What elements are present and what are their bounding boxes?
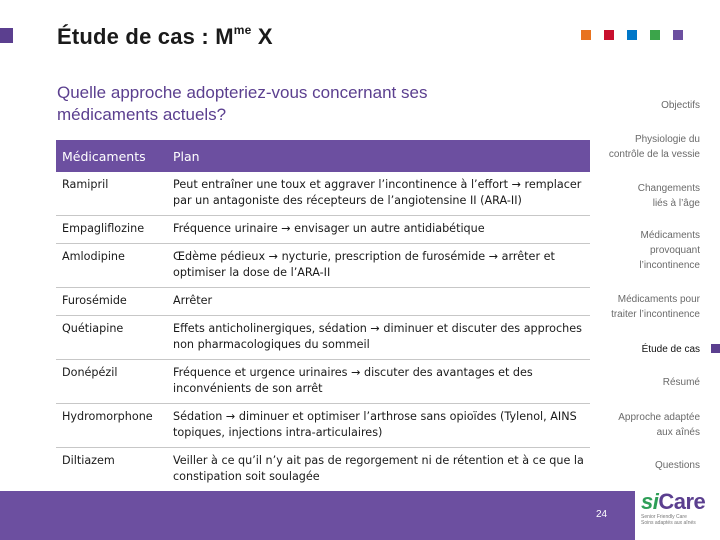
logo-wordmark: siCare (641, 489, 706, 514)
nav-item-physiologie[interactable]: Physiologie du contrôle de la vessie (608, 134, 700, 160)
medications-table (56, 140, 590, 492)
decor-dot-blue (627, 30, 637, 40)
nav-item-resume[interactable]: Résumé (662, 377, 700, 388)
table-header-row (56, 140, 590, 172)
page-number: 24 (596, 509, 608, 520)
nav-item-questions[interactable]: Questions (654, 460, 700, 471)
corner-accent-square (0, 28, 13, 43)
decor-dots (581, 30, 683, 40)
med-name: Empagliflozine (56, 216, 167, 244)
table-row (56, 360, 590, 404)
sicare-logo (641, 490, 716, 530)
logo-tagline-en: Senior Friendly Care (641, 514, 687, 520)
table-row (56, 288, 590, 316)
decor-dot-green (650, 30, 660, 40)
slide-title: Étude de cas : $M^{me}$ X (57, 22, 273, 49)
nav-item-objectifs[interactable]: Objectifs (661, 100, 700, 111)
header-medications: Médicaments (56, 140, 167, 172)
med-plan: Peut entraîner une toux et aggraver l’incontinence à l’effort → remplacer par un antagoniste des récepteurs de l’angiotensine II (ARA-II) (167, 172, 590, 216)
med-name: Diltiazem (56, 448, 167, 492)
logo-tagline-fr: Soins adaptés aux aînés (641, 520, 696, 526)
table-row (56, 448, 590, 492)
med-name: Hydromorphone (56, 404, 167, 448)
med-plan: Sédation → diminuer et optimiser l’arthrose sans opioïdes (Tylenol, AINS topiques, injections intra-articulaires) (167, 404, 590, 448)
med-name: Amlodipine (56, 244, 167, 288)
med-plan: Effets anticholinergiques, sédation → diminuer et discuter des approches non pharmacologiques du sommeil (167, 316, 590, 360)
med-plan: Œdème pédieux → nycturie, prescription de furosémide → arrêter et optimiser la dose de l’ARA-II (167, 244, 590, 288)
med-plan: Arrêter (167, 288, 590, 316)
med-plan: Fréquence urinaire → envisager un autre antidiabétique (167, 216, 590, 244)
table-row (56, 316, 590, 360)
table-row (56, 216, 590, 244)
nav-item-approche-adaptee[interactable]: Approche adaptée aux aînés (618, 412, 700, 438)
med-plan: Fréquence et urgence urinaires → discuter des avantages et des inconvénients de son arrêt (167, 360, 590, 404)
table-row (56, 244, 590, 288)
nav-item-changements[interactable]: Changements liés à l’âge (637, 183, 700, 209)
question-heading: Quelle approche adopteriez-vous concernant ses médicaments actuels? (57, 83, 428, 124)
med-plan: Veiller à ce qu’il n’y ait pas de regorgement ni de rétention et à ce que la constipation soit soulagée (167, 448, 590, 492)
med-name: Furosémide (56, 288, 167, 316)
med-name: Donépézil (56, 360, 167, 404)
decor-dot-orange (581, 30, 591, 40)
nav-item-medicaments-traiter[interactable]: Médicaments pour traiter l’incontinence (611, 294, 700, 320)
header-plan: Plan (167, 140, 590, 172)
med-name: Quétiapine (56, 316, 167, 360)
footer-bar (0, 491, 635, 540)
table-row (56, 404, 590, 448)
decor-dot-red (604, 30, 614, 40)
decor-dot-purple (673, 30, 683, 40)
active-section-marker (711, 344, 720, 353)
med-name: Ramipril (56, 172, 167, 216)
table-row (56, 172, 590, 216)
nav-item-medicaments-provoquant[interactable]: Médicaments provoquant l’incontinence (639, 230, 700, 271)
nav-item-etude-de-cas[interactable]: Étude de cas (641, 344, 700, 355)
